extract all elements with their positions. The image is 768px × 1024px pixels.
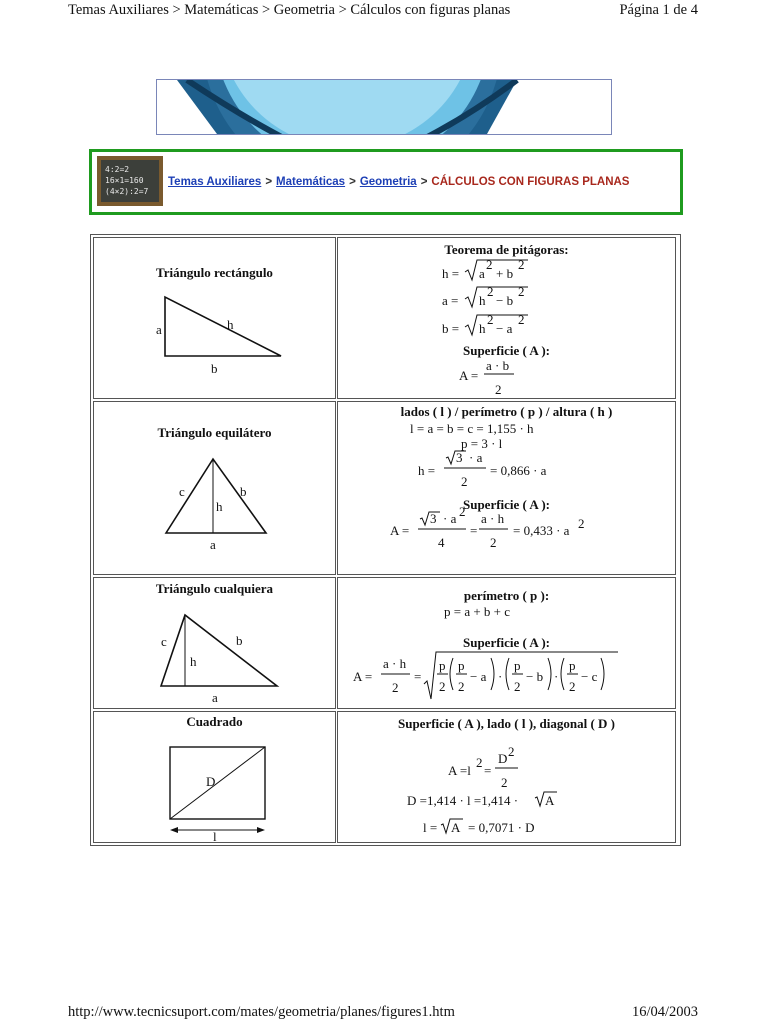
svg-text:− c: − c	[581, 669, 598, 684]
formula-diagonal	[407, 792, 557, 808]
nav-separator: >	[420, 176, 428, 188]
svg-text:· a: · a	[443, 511, 457, 526]
height-h-label: h	[216, 499, 223, 514]
formula-h	[442, 257, 528, 281]
side-l-label: l	[213, 829, 217, 844]
svg-text:2: 2	[518, 284, 525, 299]
formula-area	[459, 358, 514, 397]
right-triangle-figure	[94, 238, 336, 399]
diagonal-d-label: D	[206, 774, 216, 789]
footer-url: http://www.tecnicsuport.com/mates/geometria/planes/figures1.htm	[68, 1003, 455, 1020]
formula-cell-equilateral-triangle	[337, 401, 676, 575]
side-a-label: a	[210, 537, 216, 552]
svg-text:p: p	[458, 658, 465, 673]
svg-text:A =: A =	[459, 368, 479, 383]
figure-title: Triángulo rectángulo	[156, 265, 273, 280]
svg-text:2: 2	[458, 679, 465, 694]
svg-text:2: 2	[476, 755, 483, 770]
navigation-panel	[89, 149, 683, 215]
formula-cell-right-triangle	[337, 237, 676, 399]
area-heading: Superficie ( A ):	[462, 497, 550, 512]
side-b-label: b	[211, 361, 218, 376]
svg-text:2: 2	[508, 744, 515, 759]
svg-text:h: h	[479, 293, 486, 308]
svg-text:A =: A =	[390, 523, 410, 538]
svg-text:D =1,414 · l =1,414 ·: D =1,414 · l =1,414 ·	[407, 793, 519, 808]
header-breadcrumb: Temas Auxiliares > Matemáticas > Geometria > Cálculos con figuras planas	[68, 1, 511, 18]
formula-heading: lados ( l ) / perímetro ( p ) / altura ( h )	[400, 404, 613, 419]
svg-text:h: h	[479, 321, 486, 336]
pythagoras-formulas	[338, 238, 676, 399]
svg-text:2: 2	[459, 504, 466, 519]
svg-text:2: 2	[501, 775, 508, 790]
formula-perimeter: p = 3 · l	[461, 436, 503, 451]
svg-text:=: =	[470, 523, 478, 538]
svg-text:3: 3	[456, 450, 463, 465]
formula-heron	[353, 652, 618, 699]
page-number: Página 1 de 4	[619, 1, 698, 18]
formula-cell-any-triangle	[337, 577, 676, 709]
svg-text:2: 2	[487, 284, 494, 299]
svg-text:A =: A =	[353, 669, 373, 684]
svg-text:− a: − a	[496, 321, 513, 336]
figure-cell-equilateral-triangle	[93, 401, 336, 575]
svg-text:2: 2	[569, 679, 576, 694]
svg-text:l =: l =	[423, 820, 438, 835]
svg-text:a · b: a · b	[486, 358, 510, 373]
side-b-label: b	[236, 633, 243, 648]
svg-text:2: 2	[490, 535, 497, 550]
area-heading: Superficie ( A ):	[462, 343, 550, 358]
side-c-label: c	[179, 484, 185, 499]
svg-text:2: 2	[495, 382, 502, 397]
svg-text:·: ·	[498, 669, 503, 684]
equilateral-triangle-figure	[94, 402, 336, 575]
formula-cell-square	[337, 711, 676, 843]
svg-text:2: 2	[487, 312, 494, 327]
footer-date: 16/04/2003	[631, 1003, 698, 1020]
formula-area	[448, 744, 518, 790]
svg-text:2: 2	[439, 679, 446, 694]
formula-heading: Teorema de pitágoras:	[444, 242, 569, 257]
formula-sides: l = a = b = c = 1,155 · h	[410, 421, 534, 436]
svg-text:= 0,866 · a: = 0,866 · a	[490, 463, 547, 478]
svg-text:= 0,7071 · D: = 0,7071 · D	[468, 820, 535, 835]
nav-breadcrumb	[168, 152, 629, 212]
svg-text:2: 2	[518, 312, 525, 327]
figure-cell-square	[93, 711, 336, 843]
formula-heading: Superficie ( A ), lado ( l ), diagonal ( D )	[397, 716, 616, 731]
svg-text:2: 2	[518, 257, 525, 272]
nav-link-temas[interactable]: Temas Auxiliares	[168, 176, 262, 188]
svg-text:2: 2	[392, 680, 399, 695]
svg-text:4: 4	[438, 535, 445, 550]
svg-text:A: A	[545, 793, 555, 808]
side-a-label: a	[212, 690, 218, 705]
svg-text:D: D	[498, 751, 508, 766]
svg-text:a · h: a · h	[383, 656, 407, 671]
svg-text:b =: b =	[442, 321, 460, 336]
side-h-label: h	[227, 317, 234, 332]
chalkboard-icon	[97, 156, 163, 206]
chalk-line-3: (4×2):2=7	[105, 187, 149, 196]
side-b-label: b	[240, 484, 247, 499]
nav-link-geometria[interactable]: Geometria	[359, 176, 417, 188]
svg-text:− b: − b	[526, 669, 544, 684]
formula-table	[90, 234, 681, 846]
svg-text:3: 3	[430, 511, 437, 526]
banner-image	[156, 79, 612, 135]
svg-text:p: p	[439, 658, 446, 673]
svg-text:a =: a =	[442, 293, 459, 308]
figure-cell-any-triangle	[93, 577, 336, 709]
svg-text:= 0,433 · a: = 0,433 · a	[513, 523, 570, 538]
svg-text:2: 2	[514, 679, 521, 694]
svg-text:− b: − b	[496, 293, 514, 308]
any-triangle-figure	[94, 578, 336, 709]
formula-a	[442, 284, 528, 308]
page-footer	[68, 1002, 698, 1022]
formula-heading: perímetro ( p ):	[463, 588, 550, 603]
figure-cell-right-triangle	[93, 237, 336, 399]
svg-text:=: =	[414, 669, 422, 684]
formula-perimeter: p = a + b + c	[444, 604, 511, 619]
svg-text:h =: h =	[442, 266, 460, 281]
formula-side	[423, 819, 535, 835]
svg-text:2: 2	[486, 257, 493, 272]
square-figure	[94, 712, 336, 843]
svg-text:+ b: + b	[496, 266, 514, 281]
equilateral-formulas	[338, 402, 676, 575]
nav-separator: >	[265, 176, 273, 188]
square-formulas	[338, 712, 676, 843]
side-c-label: c	[161, 634, 167, 649]
banner-graphic	[157, 80, 611, 134]
chalk-line-1: 4:2=2	[105, 165, 130, 174]
height-h-label: h	[190, 654, 197, 669]
nav-current: CÁLCULOS CON FIGURAS PLANAS	[431, 176, 630, 188]
svg-text:=: =	[484, 763, 492, 778]
svg-text:a · h: a · h	[481, 511, 505, 526]
figure-title: Triángulo cualquiera	[155, 581, 274, 596]
side-a-label: a	[156, 322, 162, 337]
svg-text:p: p	[514, 658, 521, 673]
nav-separator: >	[349, 176, 356, 188]
svg-text:− a: − a	[470, 669, 487, 684]
formula-b	[442, 312, 528, 336]
page-header	[68, 0, 698, 20]
figure-title: Cuadrado	[186, 714, 243, 729]
area-heading: Superficie ( A ):	[462, 635, 550, 650]
svg-text:p: p	[569, 658, 576, 673]
figure-title: Triángulo equilátero	[157, 425, 272, 440]
svg-text:A: A	[451, 820, 461, 835]
svg-text:·: ·	[554, 669, 559, 684]
svg-text:A =l: A =l	[448, 763, 471, 778]
svg-text:2: 2	[578, 516, 585, 531]
svg-text:a: a	[479, 266, 485, 281]
svg-text:· a: · a	[469, 450, 483, 465]
chalk-line-2: 16×1=160	[105, 176, 144, 185]
svg-text:2: 2	[461, 474, 468, 489]
nav-link-matematicas[interactable]: Matemáticas	[276, 176, 346, 188]
svg-text:h =: h =	[418, 463, 436, 478]
formula-height	[418, 450, 547, 489]
